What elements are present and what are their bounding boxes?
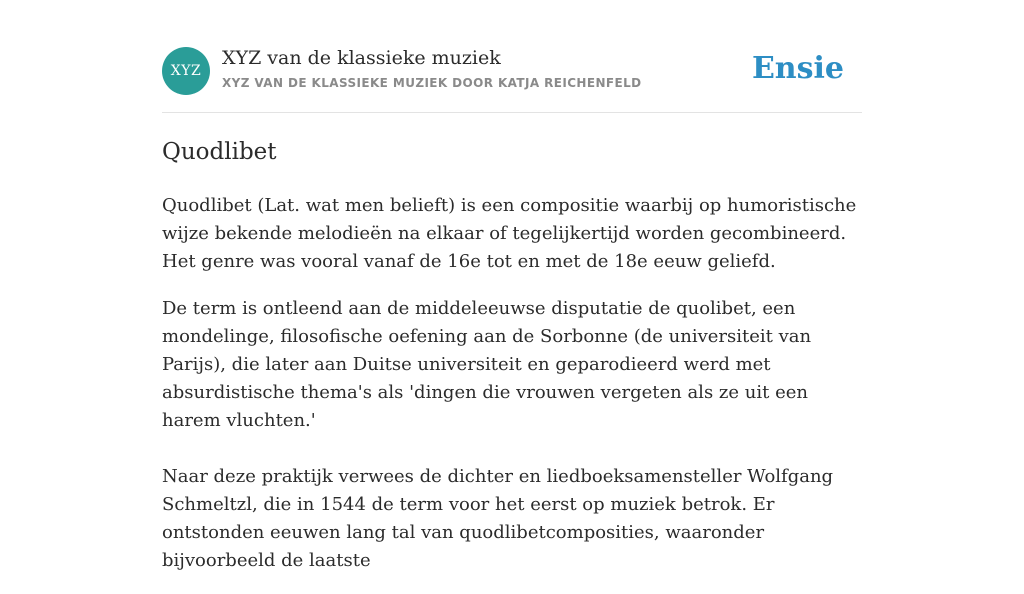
- source-subtitle: XYZ VAN DE KLASSIEKE MUZIEK DOOR KATJA REICHENFELD: [222, 76, 642, 90]
- brand-logo[interactable]: Ensie: [751, 51, 844, 86]
- header: [162, 47, 862, 113]
- article-title: Quodlibet: [162, 139, 277, 165]
- source-title[interactable]: XYZ van de klassieke muziek: [222, 47, 501, 69]
- article-paragraph: De term is ontleend aan de middeleeuwse disputatie de quolibet, een mondelinge, filosofische oefening aan de Sorbonne (de universiteit van Parijs), die later aan Duitse universiteit en geparodieerd werd met absurdistische thema's als 'dingen die vrouwen vergeten als ze uit een harem vluchten.' Naar deze praktijk verwees de dichter en liedboeksamensteller Wolfgang Schmeltzl, die in 1544 de term voor het eerst op muziek betrok. Er ontstonden eeuwen lang tal van quodlibetcomposities, waaronder bijvoorbeeld de laatste: [162, 298, 834, 571]
- article: [162, 134, 864, 594]
- article-paragraph: Quodlibet (Lat. wat men belieft) is een compositie waarbij op humoristische wijze bekende melodieën na elkaar of tegelijkertijd worden gecombineerd. Het genre was vooral vanaf de 16e tot en met de 18e eeuw geliefd.: [162, 195, 857, 272]
- avatar[interactable]: XYZ: [162, 47, 210, 95]
